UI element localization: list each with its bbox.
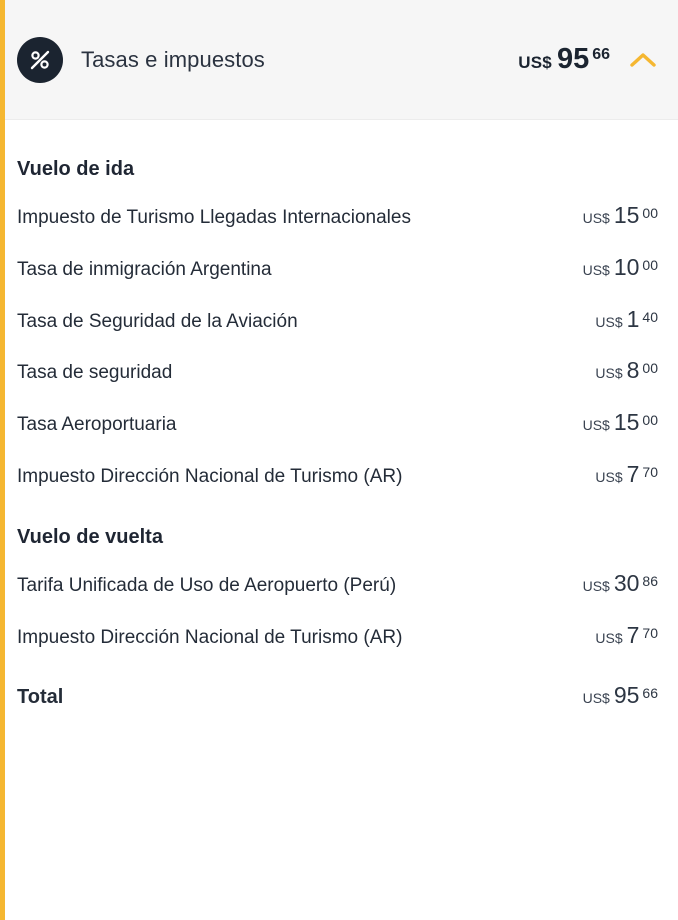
tax-integer: 7 <box>626 460 640 487</box>
tax-amount <box>595 359 658 382</box>
table-row <box>17 191 658 243</box>
tax-currency: US$ <box>582 261 610 278</box>
header-total-decimals: 66 <box>592 46 610 63</box>
tax-amount <box>583 411 658 434</box>
tax-label: Tasa Aeroportuaria <box>17 414 177 436</box>
table-row <box>17 295 658 347</box>
tax-integer: 10 <box>613 253 640 280</box>
tax-label: Tasa de seguridad <box>17 362 173 384</box>
tax-currency: US$ <box>582 577 610 594</box>
tax-label: Impuesto de Turismo Llegadas Internacionales <box>17 207 411 228</box>
tax-currency: US$ <box>595 313 623 330</box>
table-row <box>17 398 658 450</box>
tax-decimals: 00 <box>642 412 658 429</box>
tax-currency: US$ <box>595 629 623 646</box>
header-total-currency: US$ <box>518 53 552 72</box>
taxes-and-fees-panel <box>5 0 678 920</box>
header-total-price <box>518 45 610 74</box>
tax-amount <box>595 460 658 487</box>
tax-label: Impuesto Dirección Nacional de Turismo (AR) <box>17 465 403 487</box>
tax-currency: US$ <box>582 210 610 226</box>
tax-amount <box>595 305 658 332</box>
taxes-breakdown <box>5 120 678 709</box>
tax-label: Tasa de inmigración Argentina <box>17 258 272 280</box>
tax-integer: 30 <box>613 569 640 596</box>
tax-currency: US$ <box>595 468 623 485</box>
tax-decimals: 40 <box>642 308 658 325</box>
tax-decimals: 86 <box>642 572 658 589</box>
total-amount <box>583 684 658 707</box>
tax-integer: 1 <box>626 305 640 332</box>
tax-amount <box>595 621 658 648</box>
tax-decimals: 00 <box>642 256 658 273</box>
tax-amount <box>583 204 658 227</box>
tax-integer: 8 <box>626 357 640 384</box>
header-right-group <box>518 45 658 75</box>
tax-integer: 15 <box>613 409 640 436</box>
total-integer: 95 <box>613 682 640 709</box>
chevron-up-icon[interactable] <box>628 45 658 75</box>
tax-decimals: 70 <box>642 624 658 641</box>
tax-integer: 15 <box>613 202 640 228</box>
header-total-integer: 95 <box>556 43 590 75</box>
tax-decimals: 00 <box>642 205 658 221</box>
table-row <box>17 611 658 663</box>
tax-decimals: 00 <box>642 360 658 377</box>
total-label: Total <box>17 686 64 709</box>
tax-amount <box>582 253 658 280</box>
section-title-return: Vuelo de vuelta <box>17 525 163 548</box>
panel-title: Tasas e impuestos <box>81 46 265 72</box>
tax-currency: US$ <box>595 365 623 382</box>
total-currency: US$ <box>582 690 610 707</box>
tax-currency: US$ <box>582 417 610 434</box>
section-title-outbound: Vuelo de ida <box>17 158 135 180</box>
tax-label: Tarifa Unificada de Uso de Aeropuerto (Perú) <box>17 574 397 596</box>
percent-circle-icon <box>17 37 63 83</box>
table-row <box>17 450 658 502</box>
total-decimals: 66 <box>642 685 658 702</box>
tax-amount <box>582 569 658 596</box>
taxes-header[interactable] <box>5 0 678 120</box>
total-row <box>17 662 658 709</box>
table-row <box>17 559 658 611</box>
tax-decimals: 70 <box>642 463 658 480</box>
tax-integer: 7 <box>626 621 640 648</box>
tax-label: Impuesto Dirección Nacional de Turismo (AR) <box>17 626 403 648</box>
table-row <box>17 346 658 398</box>
tax-label: Tasa de Seguridad de la Aviación <box>17 310 298 332</box>
table-row <box>17 243 658 295</box>
